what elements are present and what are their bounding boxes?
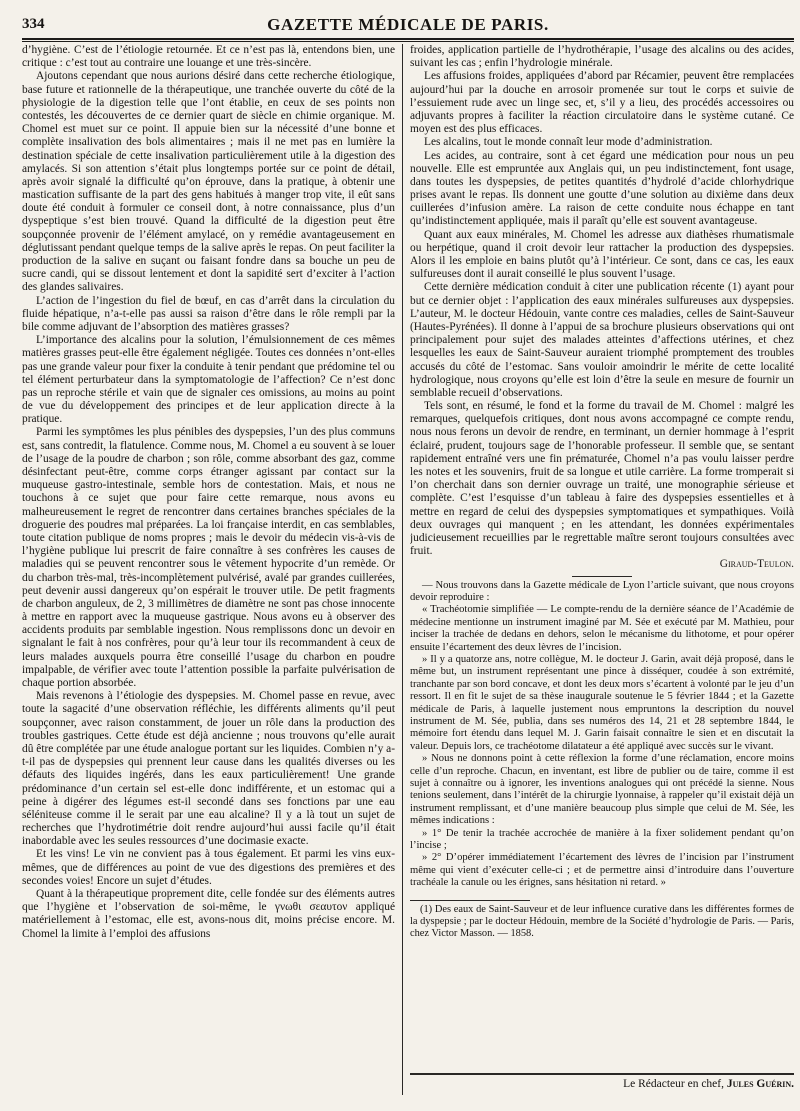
news-paragraph: » Il y a quatorze ans, notre collègue, M. le docteur J. Garin, avait déjà proposé, dans le même but, un instrument représentant une pince à disséquer, coudée à son extrémité, tranchante par son bord concave, et dont les deux mors s’écartent à volonté par le jeu d’un ressort. Il en fit le sujet de sa thèse inaugurale soutenue le 5 février 1844 ; et la Gazette médicale de Paris, à laquelle justement nous empruntons la description du nouvel instrument de M. Sée, publia, dans ses numéros des 14, 21 et 28 septembre 1844, le mémoire fort étendu dans lequel M. J. Garin faisait connaître le sien et en discutait la valeur. Depuis lors, ce trachéotome dilatateur a été appliqué avec succès sur le vivant. xyxy=(410,653,794,752)
paragraph: L’action de l’ingestion du fiel de bœuf, en cas d’arrêt dans la circulation du fluide hépatique, n’a-t-elle pas aussi sa raison d’être dans le rôle rempli par la bile comme adjuvant de l’absorption des matières grasses? xyxy=(22,294,395,333)
paragraph: L’importance des alcalins pour la solution, l’émulsionnement de ces mêmes matières grasses peut-elle être également négligée. Toutes ces données n’ont-elles pas une grande valeur pour fixer la conduite à tenir pendant que prédomine tel ou tel élément perturbateur dans la symptomatologie de l’affection? Ce n’est donc pas un reproche stérile et vain que de signaler ces omissions, au moins au point de vue du développement des principes et de leur application directe à la pratique. xyxy=(22,334,395,426)
header-rule-thin xyxy=(22,41,794,42)
paragraph: d’hygiène. C’est de l’étiologie retournée. Et ce n’est pas là, entendons bien, une critique : c’est tout au contraire une louange et une très-sincère. xyxy=(22,44,395,70)
paragraph: Parmi les symptômes les plus pénibles des dyspepsies, l’un des plus communs est, sans contredit, la flatulence. Comme nous, M. Chomel a eu souvent à se louer de l’usage de la poudre de charbon ; son rôle, comme absorbant des gaz, comme désinfectant peut-être, comme corps étranger agissant par contact sur la muqueuse gastro-intestinale, semble hors de contestation. Mais, et nous ne touchons à ce sujet que pour faire cette remarque, nous avons eu malheureusement le regret de rencontrer dans certaines branches spéciales de la droguerie des poudres mal préparées. La loi française interdit, en cas semblables, toute citation publique de noms propres ; mais le devoir du médecin vis-à-vis de l’hygiène publique lui prescrit de faire connaître à ses confrères les causes de maladies qui se peuvent rencontrer sous le vêtement hypocrite d’un remède. Or du charbon très-mal, très-incomplètement pulvérisé, avalé par grandes cuillerées, peut devenir aussi dangereux qu’on espérait le trouver utile. De petit fragments de charbon anguleux, de 2, 3 millimètres de diamètre ne sont pas chose innocente à mettre en rapport avec la muqueuse gastrique. Nous avons eu à observer des accidents produits par semblable ingestion. Nous remplissons donc un devoir en signalant le fait à nos confrères, pour qu’à leur tour ils recommandent à ceux de leurs malades auxquels pourra être conseillé l’usage du charbon en poudre impalpable, de vérifier avec toute l’attention possible la parfaite pulvérisation de chaque portion absorbée. xyxy=(22,426,395,689)
left-column xyxy=(22,44,395,1095)
section-separator xyxy=(572,576,632,577)
paragraph: Cette dernière médication conduit à citer une publication récente (1) ayant pour but ce dernier objet : l’application des eaux minérales sulfureuses aux dyspepsies. L’auteur, M. le docteur Hédouin, vante contre ces maladies, celles de Saint-Sauveur (Hautes-Pyrénées). Il donne à l’appui de sa brochure plusieurs observations qui ont principalement pour sujet des malades atteintes d’affections utérines, et chez lesquelles les eaux de Saint-Sauveur auraient triomphé promptement des troubles accusés du côté de l’estomac. Sans vouloir amoindrir le mérite de cette localité hydrologique, nous croyons qu’elle est loin d’être la seule en mesure de fournir un semblable recueil d’observations. xyxy=(410,281,794,399)
news-section xyxy=(410,580,794,890)
editor-label: Le Rédacteur en chef, xyxy=(623,1078,727,1090)
editor-signature xyxy=(623,1078,794,1090)
paragraph: froides, application partielle de l’hydrothérapie, l’usage des alcalins ou des acides, suivant les cas ; enfin l’hydrologie minérale. xyxy=(410,44,794,70)
author-signature: Giraud-Teulon. xyxy=(719,558,794,571)
paragraph: Les affusions froides, appliquées d’abord par Récamier, peuvent être remplacées aujourd’hui par la douche en arrosoir promenée sur tout le corps et suivie de l’essuiement rude avec un linge sec, et, s’il y a lieu, des procédés accessoires ou adjuvants propres à faciliter la réaction circulatoire dans le système cutané. Ce moyen est des plus efficaces. xyxy=(410,70,794,136)
news-paragraph: « Trachéotomie simplifiée — Le compte-rendu de la dernière séance de l’Académie de médecine mentionne un instrument imaginé par M. Sée et exécuté par M. Mathieu, pour inciser la trachée de dedans en dehors, selon le mécanisme du lithotome, et pour opérer ensuite l’écartement des deux lèvres de l’incision. xyxy=(410,604,794,653)
right-column xyxy=(410,44,794,1095)
journal-title: GAZETTE MÉDICALE DE PARIS. xyxy=(267,15,549,34)
footnote-text: (1) Des eaux de Saint-Sauveur et de leur influence curative dans les différentes formes de la dyspepsie ; par le docteur Hédouin, membre de la Société d’hydrologie de Paris. — Paris, chez Victor Masson. — 1858. xyxy=(410,903,794,940)
footnote xyxy=(410,904,794,941)
paragraph: Ajoutons cependant que nous aurions désiré dans cette recherche étiologique, base future et rationnelle de la thérapeutique, une tranchée ouverte du côté de la physiologie de la digestion telle que l’ont établie, en ceux de ses points non contestés, les découvertes de ce dernier quart de siècle en chimie organique. M. Chomel est muet sur ce point. Il appuie bien sur la nécessité d’une bonne et complète insalivation des bols alimentaires ; mais il ne met pas en lumière la destination spéciale de cette insalivation particulièrement utile à la digestion des amylacés. Si son attention s’était plus longtemps portée sur ce point de détail, après avoir signalé la difficulté qu’on éprouve, dans la pratique, à obtenir une mastication suffisante de la part des gens habitués à manger trop vite, il eût sans doute été conduit à formuler ce conseil dont, à notre connaissance, plus d’un dyspeptique s’est bien trouvé. Quand la difficulté de la digestion peut être soupçonnée provenir de l’élément amylacé, on y remédie avantageusement en déglutissant pendant quelque temps de la salive après le repas. On peut faciliter la production de la salive en suçant ou faisant fondre dans sa bouche un peu de sucre candi, qui se dissout lentement et dont la sapidité sert d’exciter à l’action des glandes salivaires. xyxy=(22,70,395,294)
news-paragraph: » Nous ne donnons point à cette réflexion la forme d’une réclamation, encore moins celle d’un reproche. Chacun, en inventant, est libre de publier ou de taire, comme il est sujet à connaître ou à ignorer, les inventions analogues qui ont précédé la sienne. Nous tenions seulement, dans l’intérêt de la chirurgie lyonnaise, à rappeler qu’il existait déjà un instrument remplissant, et d’une manière beaucoup plus simple que celui de M. Sée, les mêmes indications : xyxy=(410,753,794,827)
news-intro: — Nous trouvons dans la Gazette médicale de Lyon l’article suivant, que nous croyons devoir reproduire : xyxy=(410,579,794,603)
header-rule xyxy=(22,38,794,40)
paragraph: Et les vins! Le vin ne convient pas à tous également. Et parmi les vins eux-mêmes, que de différences au point de vue des digestions des premières et des secondes voies! Encore un sujet d’études. xyxy=(22,848,395,887)
paragraph: Tels sont, en résumé, le fond et la forme du travail de M. Chomel : malgré les remarques, quelquefois critiques, dont nous avons accompagné ce compte rendu, nous nous ferons un devoir de rendre, en terminant, un dernier hommage à l’esprit éclairé, prudent, toujours sage de l’honorable professeur. Il semble que, se sentant rapidement entraîné vers une fin prématurée, Chomel n’a pas voulu laisser perdre les notes et les souvenirs, fruit de sa longue et utile carrière. La forme tromperait si l’on cherchait dans son dernier ouvrage un traité, une monographie sérieuse et complète. C’est l’esquisse d’un tableau à faire des dyspepsies essentielles et à mettre en regard de celui des dyspepsies symptomatiques et sympathiques. Voilà deux ouvrages qui manquent ; en les attendant, les données expérimentales judicieusement recueillies par le regrettable maître seront toujours consultées avec fruit. xyxy=(410,400,794,558)
page-number: 334 xyxy=(22,16,45,32)
news-paragraph: » 1° De tenir la trachée accrochée de manière à la fixer solidement pendant qu’on l’incise ; xyxy=(410,827,794,852)
page-header xyxy=(22,14,794,36)
paragraph: Les alcalins, tout le monde connaît leur mode d’administration. xyxy=(424,136,713,149)
footnote-rule xyxy=(410,900,530,901)
editor-name: Jules Guérin. xyxy=(726,1078,794,1090)
paragraph: Mais revenons à l’étiologie des dyspepsies. M. Chomel passe en revue, avec toute la sagacité d’une observation réfléchie, les différents aliments qu’il peut soupçonner, avec raison constamment, de jouer un rôle dans la production des troubles gastriques. Cette étude est déjà ancienne ; nous trouvons qu’elle aurait dû être complétée par une étude analogue portant sur les liquides. Combien n’y a-t-il pas de dyspepsies qui prennent leur cause dans les qualités diverses ou les défauts des liquides ingérés, dans les eaux particulièrement! Une grande prédominance d’un certain sel est-elle donc indifférente, et un estomac qui a peine à digérer des légumes est-il secondé dans ses fonctions par une eau séléniteuse comme il le serait par une eau alcaline? Il y a là tout un sujet de recherches que l’hydrotimétrie doit rendre aujourd’hui aussi facile qu’il était inabordable avec les seules ressources d’une docimasie exacte. xyxy=(22,690,395,848)
paragraph: Quant à la thérapeutique proprement dite, celle fondée sur des éléments autres que l’hygiène et l’observation de soi-même, le γνωθι σεαυτον appliqué matériellement à l’estomac, elle est, avons-nous dit, moins précise encore. M. Chomel la limite à l’emploi des affusions xyxy=(22,888,395,940)
column-divider xyxy=(402,44,403,1095)
paragraph: Les acides, au contraire, sont à cet égard une médication pour nous un peu nouvelle. Elle est empruntée aux Anglais qui, un peu indistinctement, font usage, dans toutes les dyspepsies, de petites quantités d’hydrolé d’acide chlorhydrique prises avant le repas. Ils donnent une goutte d’une solution au dixième dans deux cuillerées d’infusion amère. La raison de cette conduite nous échappe en tant qu’indistinctement appliquée, mais il paraît qu’elle est souvent avantageuse. xyxy=(410,149,794,228)
news-paragraph: » 2° D’opérer immédiatement l’écartement des lèvres de l’incision par l’instrument même qui vient d’exécuter celle-ci ; et de permettre ainsi d’introduire dans l’ouverture trachéale la canule ou les érignes, sans hésitation ni retard. » xyxy=(410,852,794,889)
editor-rule xyxy=(410,1073,794,1075)
paragraph: Quant aux eaux minérales, M. Chomel les adresse aux diathèses rhumatismale ou herpétique, quand il croit devoir leur rattacher la production des dyspepsies. Alors il les emploie en bains plutôt qu’à l’intérieur. Ce sont, dans ce cas, les eaux sulfureuses dont il aurait conseillé le plus souvent l’usage. xyxy=(410,228,794,281)
